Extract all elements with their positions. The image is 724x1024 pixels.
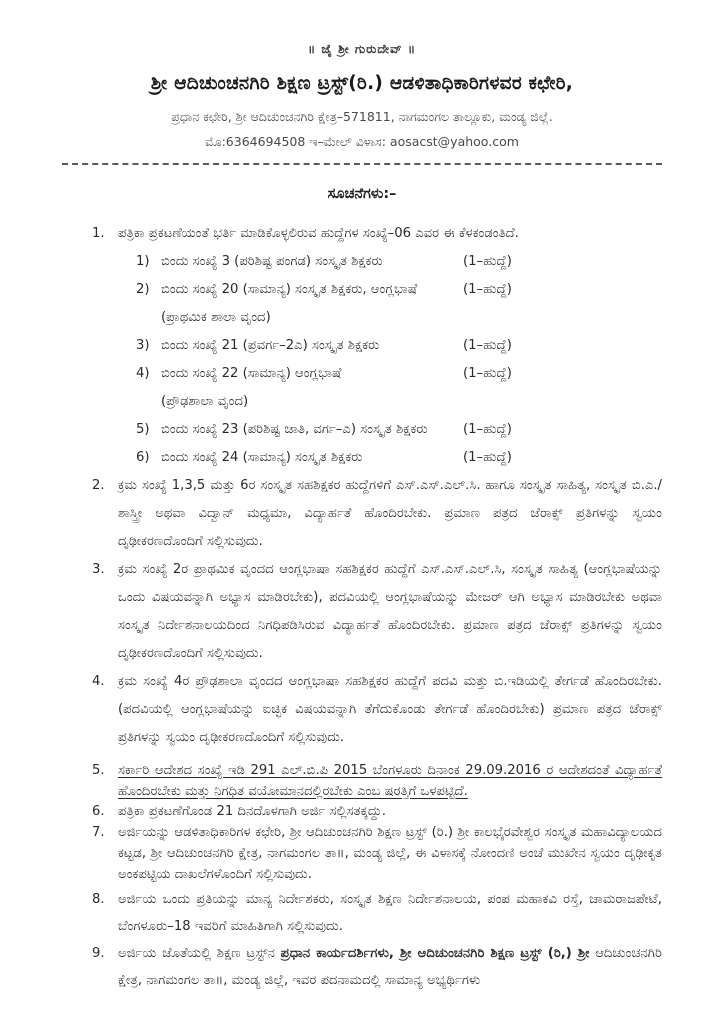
notice-item-7 xyxy=(92,823,662,886)
letterhead xyxy=(62,42,662,165)
vacancy-text: ಬಿಂದು ಸಂಖ್ಯೆ 23 (ಪರಿಶಿಷ್ಟ ಜಾತಿ, ವರ್ಗ–ಎ) ಸಂಸ್ಕೃತ ಶಿಕ್ಷಕರು xyxy=(161,421,428,437)
notice-item-8 xyxy=(92,886,662,940)
notice-item-1 xyxy=(92,220,662,472)
office-title: ಶ್ರೀ ಆದಿಚುಂಚನಗಿರಿ ಶಿಕ್ಷಣ ಟ್ರಸ್ಟ್(ರಿ.) ಆಡಳಿತಾಧಿಕಾರಿಗಳವರ ಕಛೇರಿ, xyxy=(150,73,574,94)
item-text: ಕ್ರಮ ಸಂಖ್ಯೆ 2ರ ಪ್ರಾಥಮಿಕ ವೃಂದದ ಆಂಗ್ಲಭಾಷಾ ಸಹಶಿಕ್ಷಕರ ಹುದ್ದೆಗೆ ಎಸ್.ಎಸ್.ಎಲ್.ಸಿ, ಸಂಸ್ಕೃತ ಸಾಹಿತ್ಯ (ಆಂಗ್ಲಭಾಷೆಯನ್ನು ಒಂದು ವಿಷಯವನ್ನಾಗಿ ಅಭ್ಯಾಸ ಮಾಡಿರಬೇಕು), ಪದವಿಯಲ್ಲಿ ಆಂಗ್ಲಭಾಷೆಯನ್ನು ಮೇಜರ್ ಆಗಿ ಅಭ್ಯಾಸ ಮಾಡಿರಬೇಕು ಅಥವಾ ಸಂಸ್ಕೃತ ನಿರ್ದೇಶನಾಲಯದಿಂದ ನಿಗಧಿಪಡಿಸಿರುವ ವಿದ್ಯಾರ್ಹತೆ ಹೊಂದಿರಬೇಕು. ಪ್ರಮಾಣ ಪತ್ರದ ಜೆರಾಕ್ಸ್ ಪ್ರತಿಗಳನ್ನು ಸ್ವಯಂ ದೃಢೀಕರಣದೊಂದಿಗೆ ಸಲ್ಲಿಸುವುದು. xyxy=(118,561,662,661)
notice-item-9 xyxy=(92,940,662,994)
vacancy-text: ಬಿಂದು ಸಂಖ್ಯೆ 21 (ಪ್ರವರ್ಗ–2ಎ) ಸಂಸ್ಕೃತ ಶಿಕ್ಷಕರು xyxy=(161,337,380,353)
item-text: ಕ್ರಮ ಸಂಖ್ಯೆ 1,3,5 ಮತ್ತು 6ರ ಸಂಸ್ಕೃತ ಸಹಶಿಕ್ಷಕರ ಹುದ್ದೆಗಳಿಗೆ ಎಸ್.ಎಸ್.ಎಲ್.ಸಿ. ಹಾಗೂ ಸಂಸ್ಕೃತ ಸಾಹಿತ್ಯ, ಸಂಸ್ಕೃತ ಬಿ.ಎ./ಶಾಸ್ತ್ರೀ ಅಥವಾ ವಿದ್ವಾನ್ ಮಧ್ಯಮಾ, ವಿದ್ಯಾರ್ಹತೆ ಹೊಂದಿರಬೇಕು. ಪ್ರಮಾಣ ಪತ್ರದ ಜೆರಾಕ್ಸ್ ಪ್ರತಿಗಳನ್ನು ಸ್ವಯಂ ದೃಢೀಕರಣದೊಂದಿಗೆ ಸಲ್ಲಿಸುವುದು. xyxy=(118,477,662,549)
notice-item-5 xyxy=(92,761,662,803)
vacancy-number: 6) xyxy=(136,449,150,465)
vacancy-count: (1–ಹುದ್ದೆ) xyxy=(463,253,512,269)
vacancy-count: (1–ಹುದ್ದೆ) xyxy=(463,421,512,437)
notice-item-2 xyxy=(92,472,662,556)
item-text: ಕ್ರಮ ಸಂಖ್ಯೆ 4ರ ಪ್ರೌಢಶಾಲಾ ವೃಂದದ ಆಂಗ್ಲಭಾಷಾ ಸಹಶಿಕ್ಷಕರ ಹುದ್ದೆಗೆ ಪದವಿ ಮತ್ತು ಬಿ.ಇಡಿಯಲ್ಲಿ ತೇರ್ಗಡೆ ಹೊಂದಿರಬೇಕು. (ಪದವಿಯಲ್ಲಿ ಆಂಗ್ಲಭಾಷೆಯನ್ನು ಐಚ್ಛಿಕ ವಿಷಯವನ್ನಾಗಿ ತೆಗೆದುಕೊಂಡು ತೇರ್ಗಡೆ ಹೊಂದಿರಬೇಕು) ಪ್ರಮಾಣ ಪತ್ರದ ಜೆರಾಕ್ಸ್ ಪ್ರತಿಗಳನ್ನು ಸ್ವಯಂ ದೃಢೀಕರಣದೊಂದಿಗೆ ಸಲ್ಲಿಸುವುದು. xyxy=(118,673,662,745)
section-heading: ಸೂಚನೆಗಳು:– xyxy=(327,186,397,202)
item-number: 4. xyxy=(92,673,105,689)
item-number: 5. xyxy=(92,762,105,778)
item-text: ಪತ್ರಿಕಾ ಪ್ರಕಟಣೆಗೊಂಡ 21 ದಿನದೊಳಗಾಗಿ ಅರ್ಜಿ ಸಲ್ಲಿಸತಕ್ಕದ್ದು. xyxy=(118,804,386,820)
item-text-underlined: ಸರ್ಕಾರಿ ಆದೇಶದ ಸಂಖ್ಯೆ ಇಡಿ 291 ಎಲ್.ಬಿ.ಪಿ 2015 ಬೆಂಗಳೂರು ದಿನಾಂಕ 29.09.2016 ರ ಆದೇಶದಂತೆ ವಿದ್ಯಾರ್ಹತೆ ಹೊಂದಿರಬೇಕು ಮತ್ತು ನಿಗಧಿತ ವಯೋಮಾನದಲ್ಲಿರಬೇಕು ಎಂಬ ಷರತ್ತಿಗೆ ಒಳಪಟ್ಟಿದೆ. xyxy=(118,762,662,799)
vacancy-row-6 xyxy=(136,444,662,472)
item-number: 9. xyxy=(92,945,105,961)
vacancy-text: ಬಿಂದು ಸಂಖ್ಯೆ 24 (ಸಾಮಾನ್ಯ) ಸಂಸ್ಕೃತ ಶಿಕ್ಷಕರು xyxy=(161,449,363,465)
item-9-text-after: ಆದಿಚುಂಚನಗಿರಿ ಕ್ಷೇತ್ರ, ನಾಗಮಂಗಲ ತಾ॥, ಮಂಡ್ಯ ಜಿಲ್ಲೆ, ಇವರ ಪದನಾಮದಲ್ಲಿ ಸಾಮಾನ್ಯ ಅಭ್ಯರ್ಥಿಗಳು xyxy=(118,945,662,989)
notice-item-4 xyxy=(92,668,662,752)
item-number: 6. xyxy=(92,804,105,820)
vacancy-row-5 xyxy=(136,416,662,444)
email-label: ಇ–ಮೇಲ್ ವಿಳಾಸ: xyxy=(309,134,386,149)
vacancy-count: (1–ಹುದ್ದೆ) xyxy=(463,365,512,381)
item-number: 8. xyxy=(92,891,105,907)
item-1-intro: ಪತ್ರಿಕಾ ಪ್ರಕಟಣೆಯಂತೆ ಭರ್ತಿ ಮಾಡಿಕೊಳ್ಳಲಿರುವ ಹುದ್ದೆಗಳ ಸಂಖ್ಯೆ–06 ಎವರ ಈ ಕೆಳಕಂಡಂತಿದೆ. xyxy=(118,226,519,241)
vacancy-row-4 xyxy=(136,360,662,388)
email-address: aosacst@yahoo.com xyxy=(389,134,519,149)
vacancy-sublist xyxy=(136,248,662,472)
vacancy-number: 5) xyxy=(136,421,150,437)
office-address: ಪ್ರಧಾನ ಕಛೇರಿ, ಶ್ರೀ ಆದಿಚುಂಚನಗಿರಿ ಕ್ಷೇತ್ರ–571811, ನಾಗಮಂಗಲ ತಾಲ್ಲೂಕು, ಮಂಡ್ಯ ಜಿಲ್ಲೆ. xyxy=(171,109,553,124)
vacancy-number: 4) xyxy=(136,365,150,381)
vacancy-number: 1) xyxy=(136,253,150,269)
item-number: 1. xyxy=(92,226,105,241)
item-text xyxy=(118,940,662,994)
notice-item-3 xyxy=(92,556,662,668)
vacancy-count: (1–ಹುದ್ದೆ) xyxy=(463,449,512,465)
vacancy-row-2 xyxy=(136,276,662,304)
vacancy-note-high-school: (ಪ್ರೌಢಶಾಲಾ ವೃಂದ) xyxy=(161,393,249,409)
vacancy-count: (1–ಹುದ್ದೆ) xyxy=(463,281,512,297)
vacancy-note-primary-school: (ಪ್ರಾಥಮಿಕ ಶಾಲಾ ವೃಂದ) xyxy=(161,309,271,325)
item-number: 2. xyxy=(92,477,105,493)
contact-line xyxy=(62,134,662,150)
mobile-number: ಮೊ:6364694508 xyxy=(205,134,306,149)
vacancy-number: 2) xyxy=(136,281,150,297)
notice-item-6 xyxy=(92,802,662,823)
item-number: 3. xyxy=(92,561,105,577)
vacancy-text: ಬಿಂದು ಸಂಖ್ಯೆ 22 (ಸಾಮಾನ್ಯ) ಆಂಗ್ಲಭಾಷೆ xyxy=(161,365,342,381)
item-9-text-before: ಅರ್ಜಿಯ ಜೊತೆಯಲ್ಲಿ ಶಿಕ್ಷಣ ಟ್ರಸ್ಟ್‌ನ xyxy=(118,945,281,961)
vacancy-text: ಬಿಂದು ಸಂಖ್ಯೆ 20 (ಸಾಮಾನ್ಯ) ಸಂಸ್ಕೃತ ಶಿಕ್ಷಕರು, ಆಂಗ್ಲಭಾಷೆ xyxy=(161,281,418,297)
dashed-separator xyxy=(62,163,662,165)
vacancy-row-3 xyxy=(136,332,662,360)
vacancy-text: ಬಿಂದು ಸಂಖ್ಯೆ 3 (ಪರಿಶಿಷ್ಟ ಪಂಗಡ) ಸಂಸ್ಕೃತ ಶಿಕ್ಷಕರು xyxy=(161,253,383,269)
vacancy-count: (1–ಹುದ್ದೆ) xyxy=(463,337,512,353)
item-number: 7. xyxy=(92,825,105,841)
item-text: ಅರ್ಜಿಯ ಒಂದು ಪ್ರತಿಯನ್ನು ಮಾನ್ಯ ನಿರ್ದೇಶಕರು, ಸಂಸ್ಕೃತ ಶಿಕ್ಷಣ ನಿರ್ದೇಶನಾಲಯ, ಪಂಪ ಮಹಾಕವಿ ರಸ್ತೆ, ಚಾಮರಾಜಪೇಟೆ, ಬೆಂಗಳೂರು–18 ಇವರಿಗೆ ಮಾಹಿತಿಗಾಗಿ ಸಲ್ಲಿಸುವುದು. xyxy=(118,891,662,934)
invocation-line: ॥ ಜೈ ಶ್ರೀ ಗುರುದೇವ್ ॥ xyxy=(307,42,417,56)
vacancy-number: 3) xyxy=(136,337,150,353)
vacancy-row-1 xyxy=(136,248,662,276)
notices-list xyxy=(62,220,662,994)
item-text: ಅರ್ಜಿಯನ್ನು ಆಡಳಿತಾಧಿಕಾರಿಗಳ ಕಛೇರಿ, ಶ್ರೀ ಆದಿಚುಂಚನಗಿರಿ ಶಿಕ್ಷಣ ಟ್ರಸ್ಟ್ (ರಿ.) ಶ್ರೀ ಕಾಲಭೈರವೇಶ್ವರ ಸಂಸ್ಕೃತ ಮಹಾವಿದ್ಯಾಲಯದ ಕಟ್ಟಡ, ಶ್ರೀ ಆದಿಚುಂಚನಗಿರಿ ಕ್ಷೇತ್ರ, ನಾಗಮಂಗಲ ತಾ॥, ಮಂಡ್ಯ ಜಿಲ್ಲೆ, ಈ ವಿಳಾಸಕ್ಕೆ ನೋಂದಣಿ ಅಂಚೆ ಮುಖೇನ ಸ್ವಯಂ ದೃಢೀಕೃತ ಅಂಕಪಟ್ಟಿಯ ದಾಖಲೆಗಳೊಂದಿಗೆ ಸಲ್ಲಿಸುವುದು. xyxy=(118,825,662,882)
item-9-text-bold: ಪ್ರಧಾನ ಕಾರ್ಯದರ್ಶಿಗಳು, ಶ್ರೀ ಆದಿಚುಂಚನಗಿರಿ ಶಿಕ್ಷಣ ಟ್ರಸ್ಟ್ (ರಿ,) ಶ್ರೀ xyxy=(280,945,590,961)
item-text xyxy=(118,220,662,472)
